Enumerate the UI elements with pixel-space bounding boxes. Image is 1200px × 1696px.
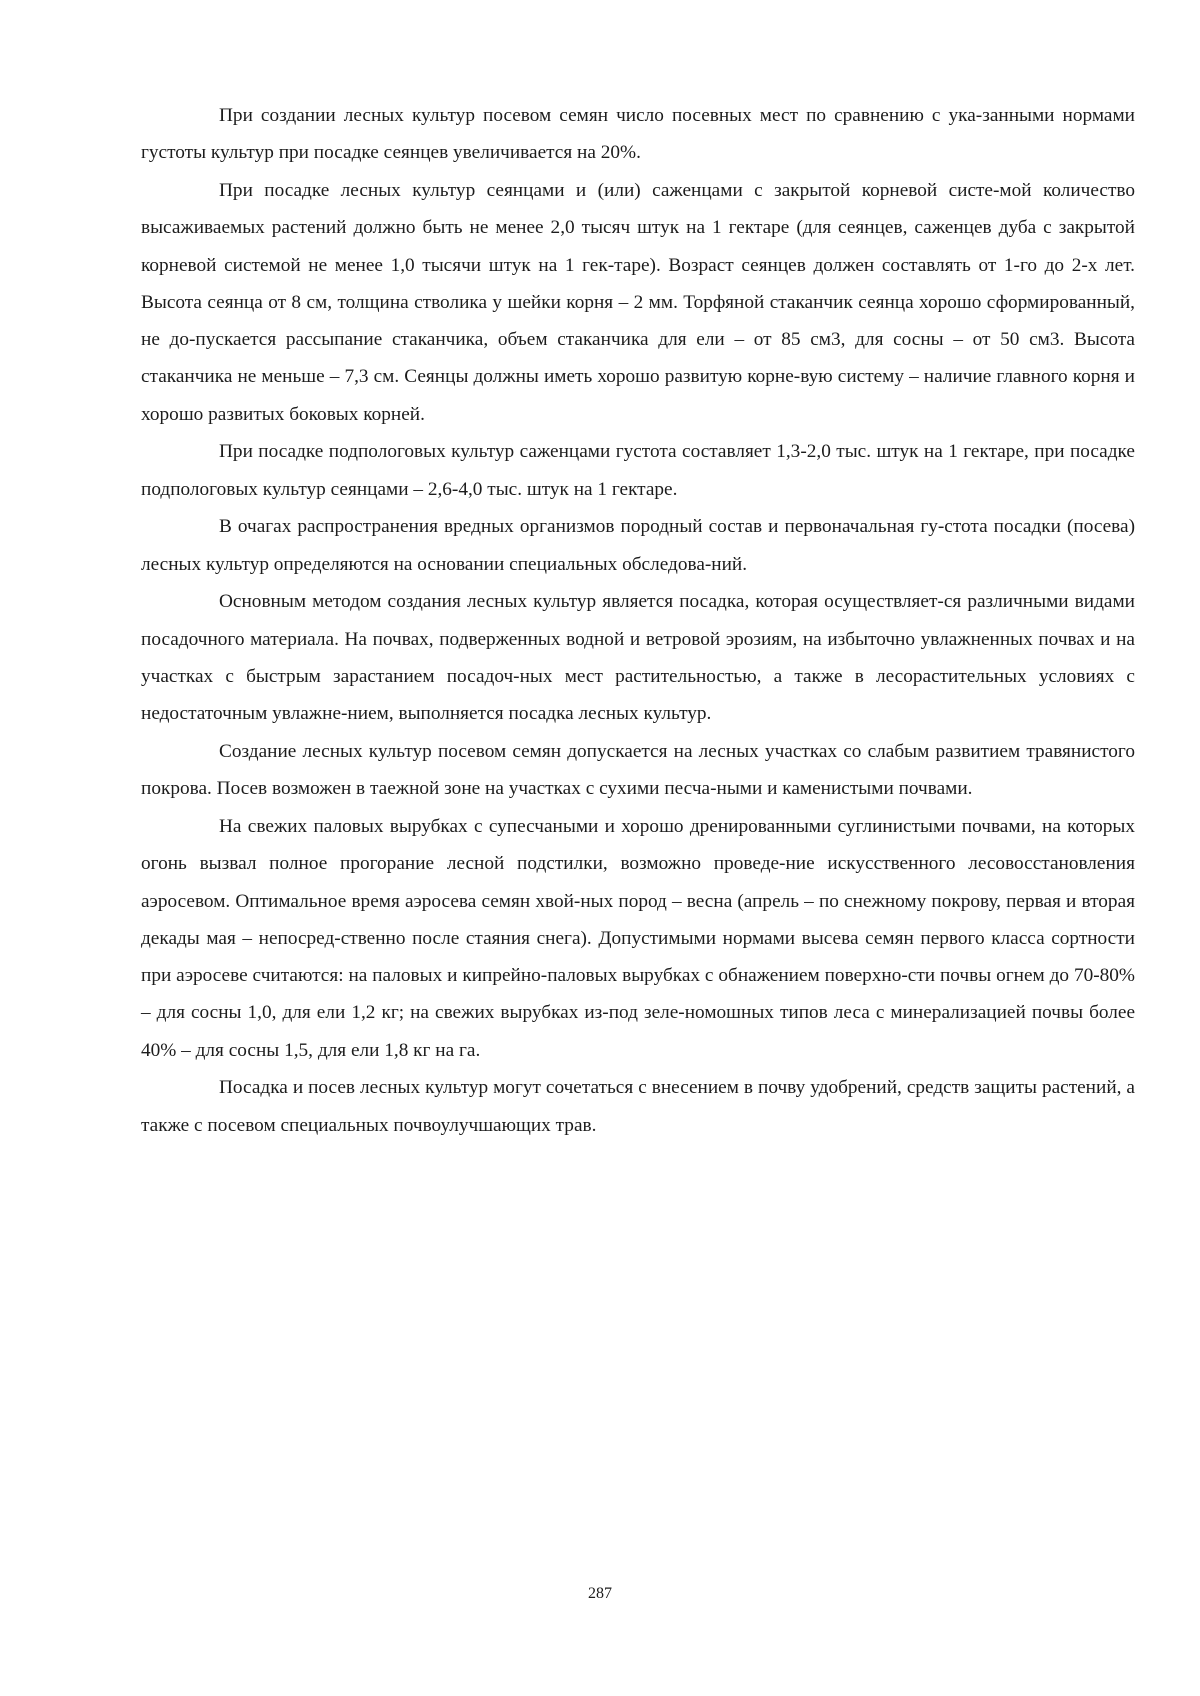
paragraph-8: Посадка и посев лесных культур могут сочетаться с внесением в почву удобрений, средств защиты растений, а также с посевом специальных почвоулучшающих трав. xyxy=(141,1077,1135,1136)
paragraph-5: Основным методом создания лесных культур является посадка, которая осуществляет-ся различными видами посадочного материала. На почвах, подверженных водной и ветровой эрозиям, на избыточно увлажненных почвах и на участках с быстрым зарастанием посадоч-ных мест растительностью, а также в лесорастительных условиях с недостаточным увлажне-нием, выполняется посадка лесных культур. xyxy=(141,591,1135,725)
page-number: 287 xyxy=(588,1585,612,1602)
paragraph-7: На свежих паловых вырубках с супесчаными и хорошо дренированными суглинистыми почвами, на которых огонь вызвал полное прогорание лесной подстилки, возможно проведе-ние искусственного лесовосстановления аэросевом. Оптимальное время аэросева семян хвой-ных пород – весна (апрель – по снежному покрову, первая и вторая декады мая – непосред-ственно после стаяния снега). Допустимыми нормами высева семян первого класса сортности при аэросеве считаются: на паловых и кипрейно-паловых вырубках с обнажением поверхно-сти почвы огнем до 70-80% – для сосны 1,0, для ели 1,2 кг; на свежих вырубках из-под зеле-номошных типов леса с минерализацией почвы более 40% – для сосны 1,5, для ели 1,8 кг на га. xyxy=(141,815,1135,1061)
paragraph-2: При посадке лесных культур сеянцами и (или) саженцами с закрытой корневой систе-мой количество высаживаемых растений должно быть не менее 2,0 тысяч штук на 1 гектаре (для сеянцев, саженцев дуба с закрытой корневой системой не менее 1,0 тысячи штук на 1 гек-таре). Возраст сеянцев должен составлять от 1-го до 2-х лет. Высота сеянца от 8 см, толщина стволика у шейки корня – 2 мм. Торфяной стаканчик сеянца хорошо сформированный, не до-пускается рассыпание стаканчика, объем стаканчика для ели – от 85 см3, для сосны – от 50 см3. Высота стаканчика не меньше – 7,3 см. Сеянцы должны иметь хорошо развитую корне-вую систему – наличие главного корня и хорошо развитых боковых корней. xyxy=(141,179,1135,425)
paragraph-1: При создании лесных культур посевом семян число посевных мест по сравнению с ука-занными нормами густоты культур при посадке сеянцев увеличивается на 20%. xyxy=(141,105,1135,164)
document-body xyxy=(141,97,1135,1144)
paragraph-3: При посадке подпологовых культур саженцами густота составляет 1,3-2,0 тыс. штук на 1 гектаре, при посадке подпологовых культур сеянцами – 2,6-4,0 тыс. штук на 1 гектаре. xyxy=(141,441,1135,500)
paragraph-6: Создание лесных культур посевом семян допускается на лесных участках со слабым развитием травянистого покрова. Посев возможен в таежной зоне на участках с сухими песча-ными и каменистыми почвами. xyxy=(141,741,1135,800)
paragraph-4: В очагах распространения вредных организмов породный состав и первоначальная гу-стота посадки (посева) лесных культур определяются на основании специальных обследова-ний. xyxy=(141,516,1135,575)
